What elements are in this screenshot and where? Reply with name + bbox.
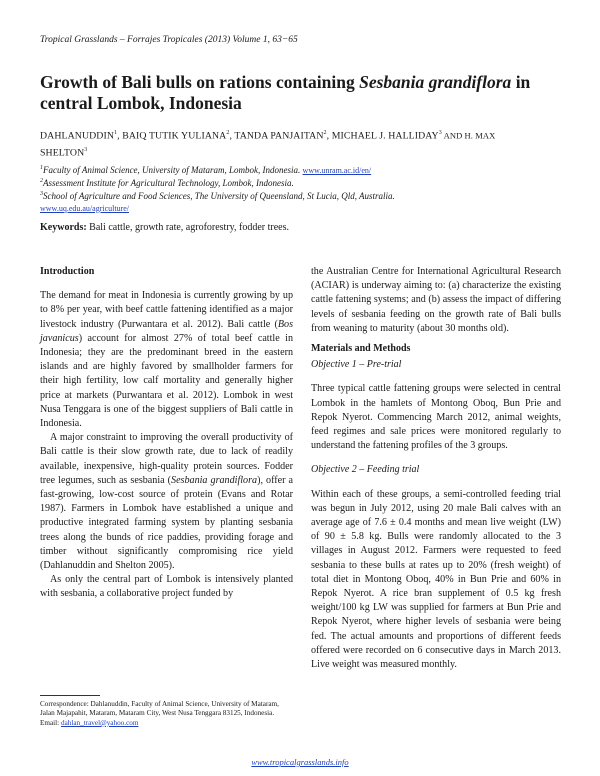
intro-paragraph-1 bbox=[40, 289, 293, 431]
objective-2-heading: Objective 2 – Feeding trial bbox=[311, 464, 420, 476]
objective-1-text: Three typical cattle fattening groups were selected in central Lombok in the hamlets of Montong Oboq, Bun Prie and Repok Nyerot. Commencing March 2012, animal weights, feed regimes and sale prices were monitored regularly to understand the fattening profiles of the 3 groups. bbox=[311, 383, 561, 452]
author-sup: 2 bbox=[323, 130, 327, 136]
affil-sup: 2 bbox=[40, 178, 43, 185]
title-species: Sesbania grandiflora bbox=[359, 72, 512, 92]
author-sup: 3 bbox=[84, 147, 88, 154]
journal-header: Tropical Grasslands – Forrajes Tropicales (2013) Volume 1, 63−65 bbox=[40, 35, 298, 45]
author-sup: 3 bbox=[438, 130, 442, 136]
email-label: Email: bbox=[40, 718, 61, 727]
footer-url-link[interactable]: www.tropicalgrasslands.info bbox=[251, 757, 349, 767]
objective-2-text: Within each of these groups, a semi-controlled feeding trial was begun in July 2012, using 20 male Bali calves with an average age of 7.6 ± 0.4 months and mean live weight (LW) of 90 ± 5.8 kg. Bulls were randomly allocated to the 3 villages in August 2012. Farmers were requested to feed sesbania to these bulls at rates up to 20% (fresh weight) of total diet in Montong Oboq, 40% in Bun Prie and 60% in Repok Nyerot. A rice bran supplement of 0.5 kg fresh weight/100 kg LW was supplied for farmers at Bun Prie and Repok Nyerot, where higher levels of sesbania were being fed. The actual amounts and proportions of different feeds offered were recorded on 6 consecutive days in March 2013. Live weight was measured monthly. bbox=[311, 488, 561, 671]
keywords-label: Keywords: bbox=[40, 222, 87, 233]
species-name: Sesbania grandiflora bbox=[171, 474, 258, 486]
spacer bbox=[311, 372, 561, 382]
author: , MICHAEL J. HALLIDAY bbox=[326, 130, 439, 142]
text: The demand for meat in Indonesia is currently growing by up to 8% per year, with beef cattle fattening identified as a major livestock industry (Purwantara et al. 2012). Bali cattle ( bbox=[40, 290, 293, 330]
text: ), offer a fast-growing, low-cost source of protein (Evans and Rotar 1987). Farmers in Lombok have established a unique and productive integrated farming system by planting sesbania trees along the bunds of rice paddies, providing forage and timber without significantly compromising rice yield (Dahlanuddin and Shelton 2005). bbox=[40, 474, 293, 572]
author-sup: 1 bbox=[114, 130, 118, 136]
author: , BAIQ TUTIK YULIANA bbox=[117, 130, 227, 142]
right-paragraph-1: the Australian Centre for International Agricultural Research (ACIAR) is underway aiming to: (a) characterize the existing cattle fattening systems; and (b) assess the impact of differing levels of sesbania feeding on the growth rate of Bali bulls from weaning to maturity (about 30 months old). bbox=[311, 266, 561, 334]
correspondence-text: Correspondence: Dahlanuddin, Faculty of Animal Science, University of Mataram, Jalan Majapahit, Mataram, Mataram City, West Nusa Tenggara 83125, Indonesia. bbox=[40, 700, 279, 718]
affiliation-1 bbox=[40, 163, 565, 176]
text: A major constraint to improving the overall productivity of Bali cattle is their slow growth rate, due to lack of readily available, inexpensive, high-quality protein sources. Fodder tree legumes, such as sesbania ( bbox=[40, 432, 293, 486]
author: SHELTON bbox=[40, 147, 85, 159]
affiliation-3-link-line bbox=[40, 203, 565, 214]
affil-link[interactable]: www.uq.edu.au/agriculture/ bbox=[40, 203, 130, 213]
author-sup: 2 bbox=[226, 130, 230, 136]
author: , TANDA PANJAITAN bbox=[229, 130, 324, 142]
affil-text: School of Agriculture and Food Sciences, The University of Queensland, St Lucia, Qld, Australia. bbox=[43, 191, 395, 202]
correspondence-footnote bbox=[40, 700, 290, 728]
paper-title bbox=[40, 72, 560, 114]
page-footer bbox=[0, 757, 600, 767]
affiliation-2 bbox=[40, 176, 565, 189]
affiliations bbox=[40, 163, 565, 214]
affil-link[interactable]: www.unram.ac.id/en/ bbox=[302, 166, 372, 175]
email-line bbox=[40, 719, 290, 728]
affiliation-3 bbox=[40, 189, 565, 202]
text: ) account for almost 27% of total beef cattle in Indonesia; they are the predominant breed in the eastern islands and are highly favored by smallholder farmers for their high fertility, low calf mortality and generally higher price at markets (Purwantara et al. 2012). Lombok in west Nusa Tenggara is one of the biggest suppliers of Bali cattle in Indonesia. bbox=[40, 332, 293, 430]
right-column bbox=[311, 265, 561, 672]
affil-text: Faculty of Animal Science, University of Mataram, Lombok, Indonesia. bbox=[43, 165, 303, 175]
affil-sup: 3 bbox=[40, 191, 43, 198]
title-part: in central Lombok, Indonesia bbox=[40, 72, 531, 113]
spacer bbox=[40, 279, 293, 289]
email-link[interactable]: dahlan_travel@yahoo.com bbox=[60, 718, 139, 727]
species-name: Bos javanicus bbox=[40, 318, 293, 344]
author-and: AND H. MAX bbox=[441, 130, 496, 141]
section-heading-methods: Materials and Methods bbox=[311, 343, 411, 355]
intro-paragraph-2 bbox=[40, 431, 293, 573]
objective-1-heading: Objective 1 – Pre-trial bbox=[311, 359, 402, 371]
footnote-rule bbox=[40, 695, 100, 696]
left-column bbox=[40, 265, 293, 602]
author-list bbox=[40, 126, 565, 161]
affil-text: Assessment Institute for Agricultural Technology, Lombok, Indonesia. bbox=[43, 178, 294, 189]
intro-paragraph-3: As only the central part of Lombok is intensively planted with sesbania, a collaborative project funded by bbox=[40, 574, 293, 600]
keywords-text: Bali cattle, growth rate, agroforestry, fodder trees. bbox=[86, 222, 289, 233]
spacer bbox=[311, 478, 561, 488]
author: DAHLANUDDIN bbox=[40, 130, 115, 142]
affil-sup: 1 bbox=[40, 165, 43, 171]
keywords bbox=[40, 222, 289, 233]
section-heading-introduction: Introduction bbox=[40, 266, 95, 277]
title-part: Growth of Bali bulls on rations containing bbox=[40, 72, 360, 92]
spacer bbox=[311, 453, 561, 463]
